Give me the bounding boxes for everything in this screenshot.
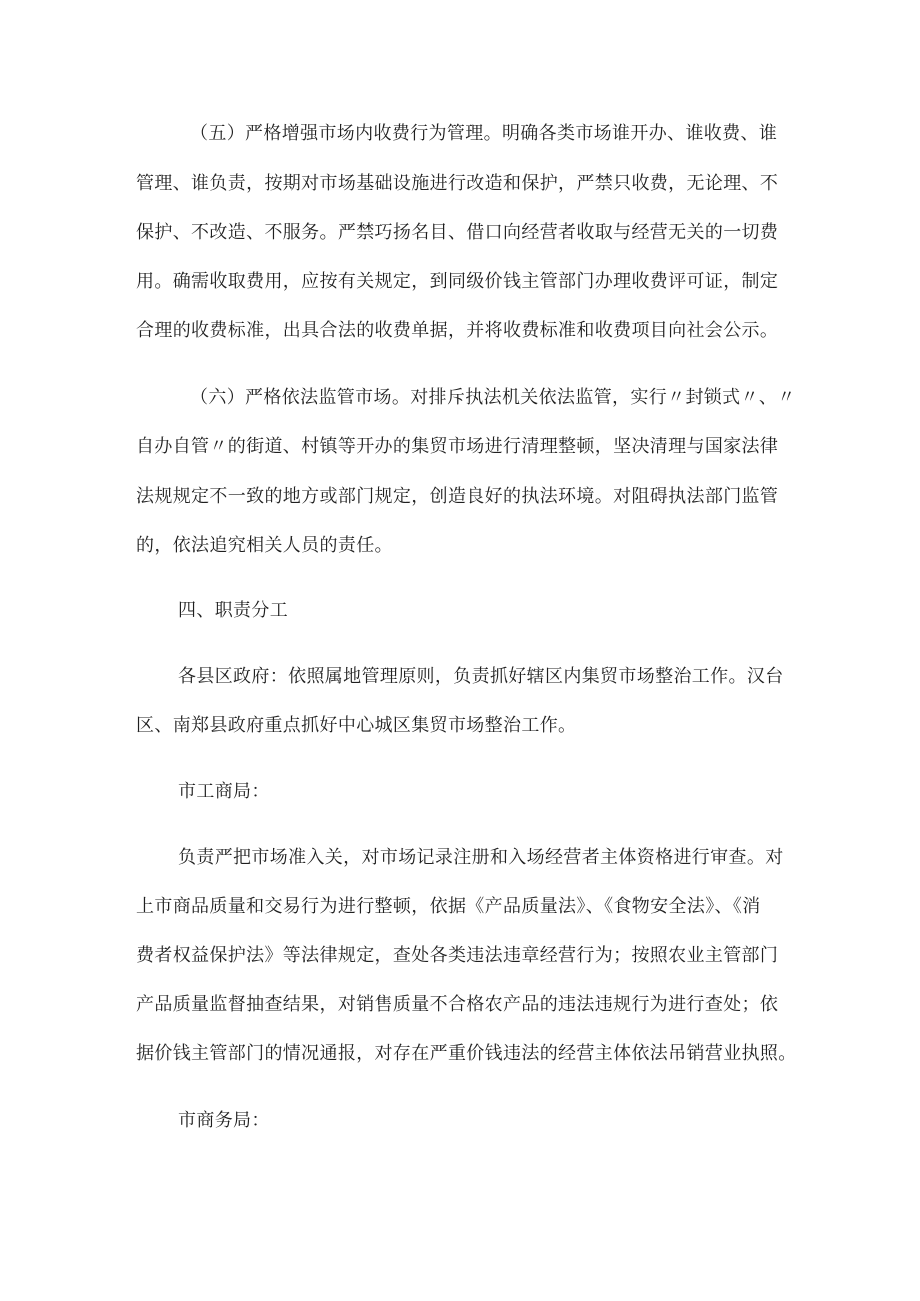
county-paragraph-line-2: 区、南郑县政府重点抓好中心城区集贸市场整治工作。: [136, 715, 577, 736]
paragraph-6-line-3: 法规规定不一致的地方或部门规定，创造良好的执法环境。对阻碍执法部门监管: [136, 486, 779, 507]
paragraph-6-line-1: （六）严格依法监管市场。对排斥执法机关依法监管，实行〃封锁式〃、〃: [190, 387, 796, 408]
paragraph-5-line-5: 合理的收费标准，出具合法的收费单据，并将收费标准和收费项目向社会公示。: [136, 320, 779, 341]
paragraph-5-line-1: （五）严格增强市场内收费行为管理。明确各类市场谁开办、谁收费、谁: [190, 123, 778, 144]
industry-commerce-line-5: 据价钱主管部门的情况通报，对存在严重价钱违法的经营主体依法吊销营业执照。: [136, 1043, 797, 1064]
industry-commerce-line-4: 产品质量监督抽查结果，对销售质量不合格农产品的违法违规行为进行查处；依: [136, 994, 779, 1015]
industry-commerce-heading: 市工商局：: [178, 781, 270, 802]
paragraph-5-line-3: 保护、不改造、不服务。严禁巧扬名目、借口向经营者收取与经营无关的一切费: [136, 222, 779, 243]
industry-commerce-line-3: 费者权益保护法》等法律规定，查处各类违法违章经营行为；按照农业主管部门: [136, 945, 779, 966]
industry-commerce-line-2: 上市商品质量和交易行为进行整顿，依据《产品质量法》、《食物安全法》、《消: [136, 896, 761, 917]
paragraph-6-line-2: 自办自管〃的街道、村镇等开办的集贸市场进行清理整顿，坚决清理与国家法律: [136, 436, 779, 457]
paragraph-5-line-4: 用。确需收取费用，应按有关规定，到同级价钱主管部门办理收费评可证，制定: [136, 271, 779, 292]
commerce-bureau-heading: 市商务局：: [178, 1110, 270, 1131]
county-paragraph-line-1: 各县区政府：依照属地管理原则，负责抓好辖区内集贸市场整治工作。汉台: [178, 666, 784, 687]
section-heading: 四、职责分工: [178, 600, 289, 621]
industry-commerce-line-1: 负责严把市场准入关，对市场记录注册和入场经营者主体资格进行审查。对: [178, 847, 784, 868]
paragraph-5-line-2: 管理、谁负责，按期对市场基础设施进行改造和保护，严禁只收费，无论理、不: [136, 173, 779, 194]
paragraph-6-line-4: 的，依法追究相关人员的责任。: [136, 535, 393, 556]
